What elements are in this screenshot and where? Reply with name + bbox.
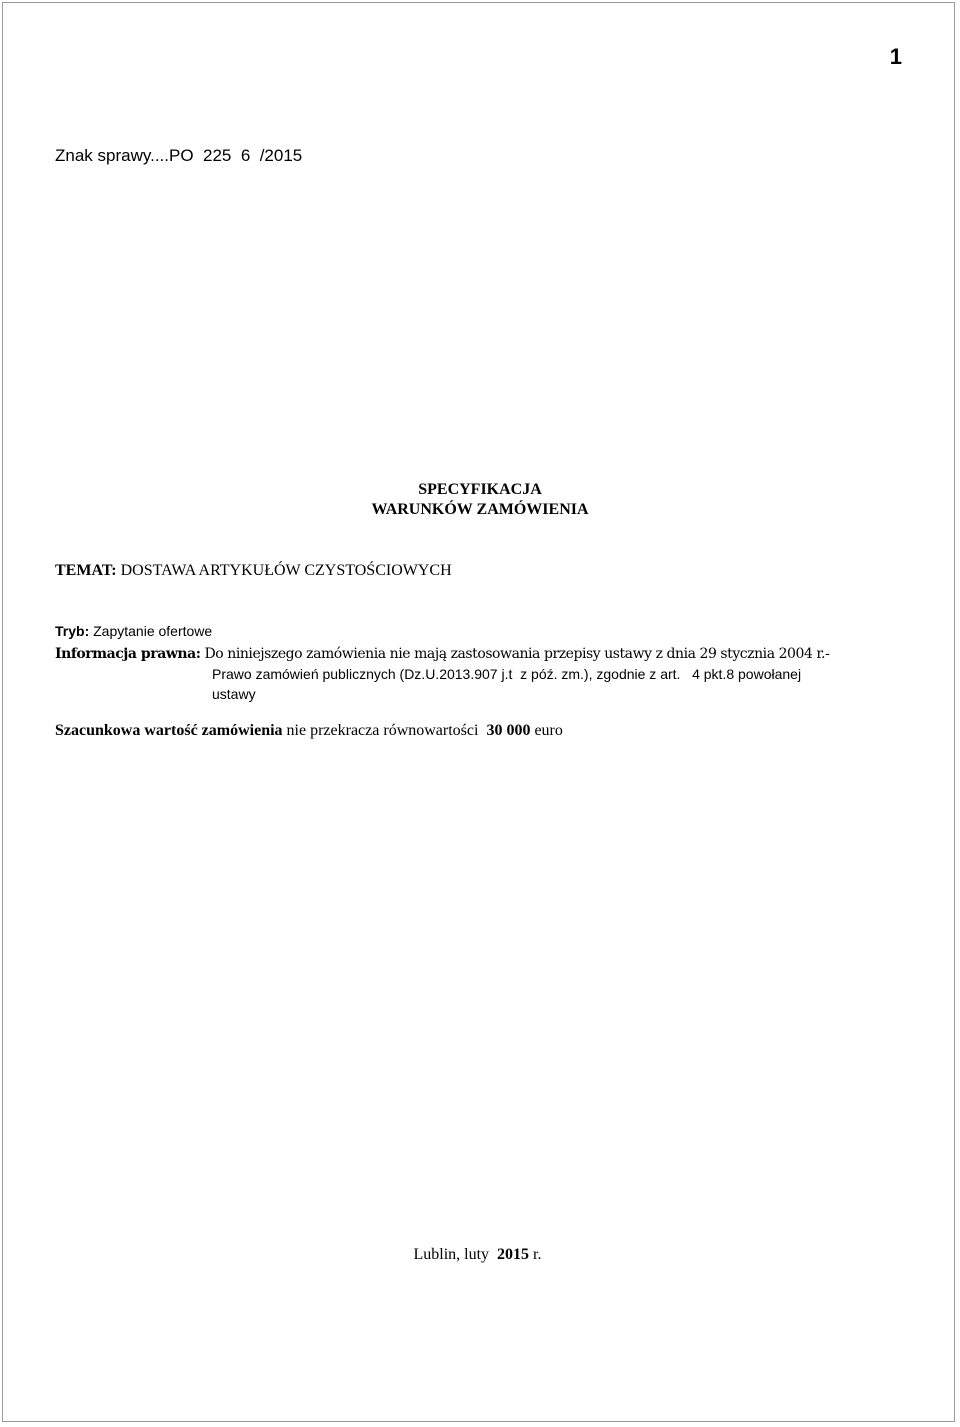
legal-line-3: ustawy	[212, 686, 256, 702]
page-frame	[2, 2, 955, 1422]
estimate-text: nie przekracza równowartości	[282, 722, 487, 739]
place-date-prefix: Lublin, luty	[413, 1246, 498, 1263]
topic	[55, 562, 452, 580]
estimate-amount: 30 000	[486, 722, 531, 739]
title-line-2: WARUNKÓW ZAMÓWIENIA	[371, 501, 589, 518]
legal-line-2: Prawo zamówień publicznych (Dz.U.2013.907 j.t z póź. zm.), zgodnie z art. 4 pkt.8 powołanej	[212, 666, 802, 682]
estimated-value	[55, 722, 563, 740]
estimate-label: Szacunkowa wartość zamówienia	[55, 722, 283, 739]
page-number: 1	[889, 44, 902, 69]
place-date-year: 2015	[497, 1246, 530, 1263]
estimate-unit: euro	[530, 722, 563, 739]
place-and-date	[0, 1246, 955, 1264]
document-title	[0, 480, 960, 520]
mode-label: Tryb:	[55, 623, 90, 639]
case-number: Znak sprawy....PO 225 6 /2015	[55, 146, 303, 165]
topic-value: DOSTAWA ARTYKUŁÓW CZYSTOŚCIOWYCH	[116, 562, 452, 579]
place-date-suffix: r.	[529, 1246, 542, 1263]
legal-information	[55, 644, 915, 704]
procurement-mode	[55, 623, 212, 639]
mode-value: Zapytanie ofertowe	[89, 623, 213, 639]
legal-line-1	[55, 644, 915, 664]
legal-label: Informacja prawna:	[55, 646, 201, 662]
legal-text-1: Do niniejszego zamówienia nie mają zastosowania przepisy ustawy z dnia 29 stycznia 2004 r.-	[200, 646, 830, 662]
topic-label: TEMAT:	[55, 562, 117, 579]
title-line-1: SPECYFIKACJA	[418, 481, 542, 498]
